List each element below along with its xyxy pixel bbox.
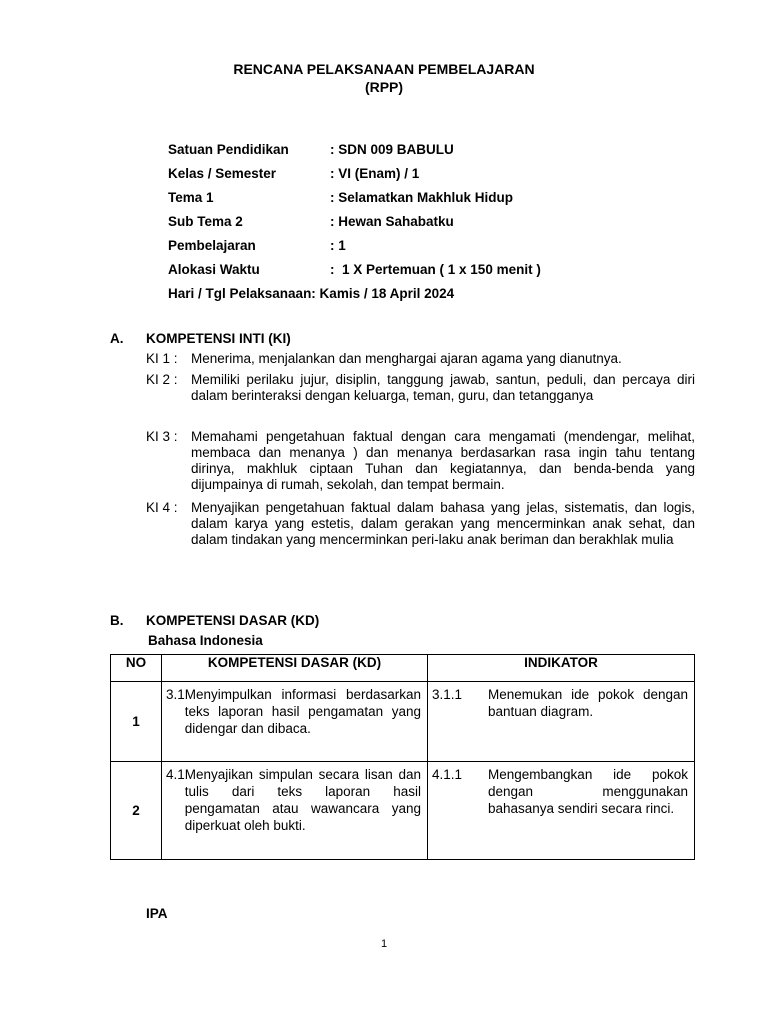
identity-value: : Selamatkan Makhluk Hidup [330, 190, 514, 205]
next-subject-label: IPA [146, 906, 168, 921]
table-row [111, 682, 695, 762]
subject-label: Bahasa Indonesia [148, 633, 263, 648]
identity-label: Sub Tema 2 [168, 214, 243, 229]
identity-label: Satuan Pendidikan [168, 142, 289, 157]
identity-value: : 1 [330, 238, 346, 253]
ki-code: KI 1 : [146, 351, 178, 366]
header-indikator: INDIKATOR [428, 655, 695, 682]
header-no: NO [111, 655, 162, 682]
document-title: RENCANA PELAKSANAAN PEMBELAJARAN [233, 61, 535, 77]
header-kd: KOMPETENSI DASAR (KD) [162, 655, 428, 682]
ki-code: KI 4 : [146, 500, 178, 515]
indikator-text: Menemukan ide pokok dengan bantuan diagram. [488, 687, 688, 719]
indikator-text: Mengembangkan ide pokok dengan menggunakan bahasanya sendiri secara rinci. [488, 767, 688, 816]
row-number: 1 [111, 682, 162, 762]
hari-pelaksanaan: Hari / Tgl Pelaksanaan: Kamis / 18 April 2024 [168, 286, 455, 301]
identity-label: Kelas / Semester [168, 166, 277, 181]
section-a-title: KOMPETENSI INTI (KI) [146, 331, 291, 346]
identity-value: : VI (Enam) / 1 [330, 166, 420, 181]
section-b-title: KOMPETENSI DASAR (KD) [146, 613, 320, 628]
section-b-letter: B. [110, 613, 124, 628]
kd-number: 3.1 [166, 687, 185, 702]
document-subtitle: (RPP) [364, 79, 404, 95]
kd-cell [162, 682, 428, 762]
ki-text: Memiliki perilaku jujur, disiplin, tanggung jawab, santun, peduli, dan percaya diri dalam berinteraksi dengan keluarga, teman, guru, dan tetangganya [191, 372, 695, 403]
indikator-number: 3.1.1 [432, 687, 463, 702]
identity-label: Pembelajaran [168, 238, 256, 253]
identity-label: Tema 1 [168, 190, 214, 205]
table-row [111, 762, 695, 860]
identity-value: : Hewan Sahabatku [330, 214, 454, 229]
indikator-cell [428, 762, 695, 860]
row-number: 2 [111, 762, 162, 860]
ki-code: KI 3 : [146, 429, 178, 444]
kd-cell [162, 762, 428, 860]
kd-text: Menyimpulkan informasi berdasarkan teks laporan hasil pengamatan yang didengar dan dibaca. [184, 687, 421, 736]
ki-text: Menerima, menjalankan dan menghargai ajaran agama yang dianutnya. [191, 351, 622, 366]
indikator-cell [428, 682, 695, 762]
ki-code: KI 2 : [146, 372, 178, 387]
identity-label: Alokasi Waktu [168, 262, 260, 277]
section-a-letter: A. [110, 331, 124, 346]
page-number: 1 [380, 938, 388, 950]
kd-text: Menyajikan simpulan secara lisan dan tulis dari teks laporan hasil pengamatan atau wawancara yang diperkuat oleh bukti. [184, 767, 421, 833]
identity-value: : 1 X Pertemuan ( 1 x 150 menit ) [330, 262, 541, 277]
indikator-number: 4.1.1 [432, 767, 463, 782]
kd-table [110, 654, 695, 860]
ki-text: Menyajikan pengetahuan faktual dalam bahasa yang jelas, sistematis, dan logis, dalam karya yang estetis, dalam gerakan yang mencerminkan anak sehat, dan dalam tindakan yang mencerminkan peri-laku anak beriman dan berakhlak mulia [191, 500, 695, 547]
table-header-row [111, 655, 695, 682]
identity-value: : SDN 009 BABULU [330, 142, 454, 157]
kd-number: 4.1 [166, 767, 185, 782]
ki-text: Memahami pengetahuan faktual dengan cara mengamati (mendengar, melihat, membaca dan menanya ) dan menanya berdasarkan rasa ingin tahu tentang dirinya, makhluk ciptaan Tuhan dan kegiatannya, dan benda-benda yang dijumpainya di rumah, sekolah, dan tempat bermain. [191, 429, 695, 492]
